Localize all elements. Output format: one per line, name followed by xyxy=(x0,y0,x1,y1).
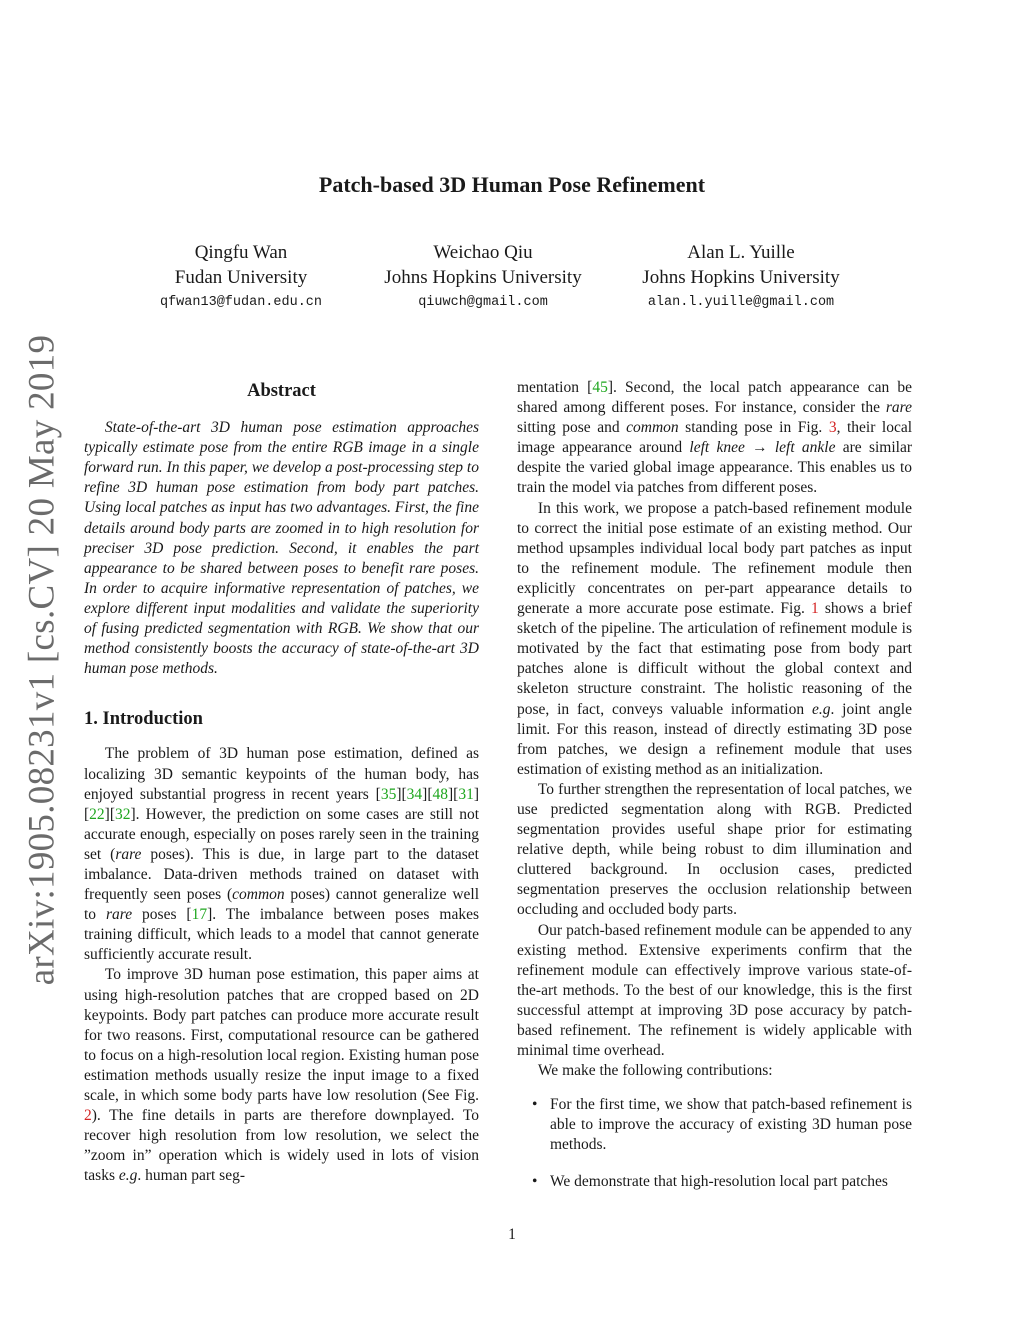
intro-paragraph-6: Our patch-based refinement module can be appended to any existing method. Extensive experiments confirm that the refinement module can effectively improve various state-of-the-art methods. To the best of our knowledge, this is the first successful attempt at improving 3D pose accuracy by patch-based refinement. The refinement is widely applicable with minimal time overhead. xyxy=(517,921,912,1060)
abstract-heading: Abstract xyxy=(247,381,316,401)
page-number: 1 xyxy=(508,1226,516,1243)
intro-paragraph-1: The problem of 3D human pose estimation, defined as localizing 3D semantic keypoints of the human body, has enjoyed substantial progress in recent years [35][34][48][31][22][32]. However, the prediction on some cases are still not accurate enough, especially on poses rarely seen in the training set (rare poses). This is due, in large part to the dataset imbalance. Data-driven methods trained on dataset with frequently seen poses (common poses) cannot generalize well to rare poses [17]. The imbalance between poses makes training difficult, which leads to a model that cannot generate sufficiently accurate result. xyxy=(84,745,480,964)
author-affiliation: Fudan University xyxy=(174,267,308,288)
author-affiliation: Johns Hopkins University xyxy=(642,267,840,288)
author-email: qfwan13@fudan.edu.cn xyxy=(159,295,323,310)
citation-link[interactable]: 48 xyxy=(432,785,448,803)
author-email: qiuwch@gmail.com xyxy=(418,295,548,310)
author-name: Alan L. Yuille xyxy=(687,242,795,263)
author-block xyxy=(642,240,839,310)
author-block xyxy=(384,240,581,310)
author-name: Qingfu Wan xyxy=(194,242,288,263)
list-item: • For the first time, we show that patch-based refinement is able to improve the accuracy of existing 3D human pose methods. xyxy=(532,1096,912,1154)
citation-link[interactable]: 35 xyxy=(380,785,397,803)
arxiv-identifier: arXiv:1905.08231v1 [cs.CV] 20 May 2019 xyxy=(21,334,63,986)
left-column xyxy=(84,378,479,1186)
author-block xyxy=(160,240,322,310)
intro-paragraph-7: We make the following contributions: xyxy=(537,1062,773,1080)
list-item: • We demonstrate that high-resolution local part patches xyxy=(517,1172,912,1192)
paper-title: Patch-based 3D Human Pose Refinement xyxy=(318,172,706,197)
bullet-icon: • xyxy=(532,1096,538,1114)
intro-paragraph-2: To improve 3D human pose estimation, this paper aims at using high-resolution patches that are cropped based on 2D keypoints. Body part patches can produce more accurate result for two reasons. First, computational resource can be gathered to focus on a high-resolution local region. Existing human pose estimation methods usually resize the input image to a fixed scale, in which some body parts have low resolution (See Fig. 2). The fine details in parts are therefore downplayed. To recover high resolution from low resolution, we select the ”zoom in” operation which is widely used in lots of vision tasks e.g. human part seg- xyxy=(84,966,479,1185)
intro-paragraph-5: To further strengthen the representation of local patches, we use predicted segmentation along with RGB. Predicted segmentation provides useful shape prior for estimating relative depth, while being robust to dim illumination and cluttered background. In occlusion cases, predicted segmentation preserves the occlusion relationship between occluding and occluded body parts. xyxy=(517,780,912,919)
author-affiliation: Johns Hopkins University xyxy=(384,267,582,288)
citation-link[interactable]: 45 xyxy=(592,379,608,396)
figure-link[interactable]: 1 xyxy=(811,600,819,618)
right-column xyxy=(517,378,912,1208)
citation-link[interactable]: 32 xyxy=(115,805,131,823)
abstract-text: State-of-the-art 3D human pose estimation approaches typically estimate pose from the entire RGB image in a single forward run. In this paper, we develop a post-processing step to refine 3D human pose estimation from body part patches. Using local patches as input has two advantages. First, the fine details around body parts are zoomed in to high resolution for preciser 3D pose prediction. Second, it enables the part appearance to be shared between poses to benefit rare poses. In order to acquire informative representation of patches, we explore different input modalities and validate the superiority of fusing predicted segmentation with RGB. We show that our method consistently boosts the accuracy of state-of-the-art 3D human pose methods. xyxy=(84,419,479,678)
figure-link[interactable]: 2 xyxy=(84,1107,92,1125)
figure-link[interactable]: 3 xyxy=(828,419,837,437)
contributions-list xyxy=(517,1095,912,1191)
citation-link[interactable]: 17 xyxy=(191,906,208,924)
bullet-icon: • xyxy=(532,1172,538,1190)
citation-link[interactable]: 31 xyxy=(458,785,474,803)
intro-paragraph-4: In this work, we propose a patch-based refinement module to correct the initial pose estimate of an existing method. Our method upsamples individual local body part patches as input to the refinement module. The refinement module then explicitly concentrates on per-part appearance details to generate a more accurate pose estimate. Fig. 1 shows a brief sketch of the pipeline. The articulation of refinement module is motivated by the fact that estimating pose from body part patches alone is difficult without the global context and skeleton structure constraint. The holistic reasoning of the pose, in fact, conveys valuable information e.g. joint angle limit. For this reason, instead of directly estimating 3D pose from patches, we design a refinement module that uses estimation of existing method as an initialization. xyxy=(517,499,912,778)
intro-paragraph-3: mentation [45]. Second, the local patch appearance can be shared among different poses. For instance, consider the rare sitting pose and common standing pose in Fig. 3, their local image appearance around left knee → left ankle are similar despite the varied global image appearance. This enables us to train the model via patches from different poses. xyxy=(517,379,913,497)
citation-link[interactable]: 34 xyxy=(406,785,423,803)
citation-link[interactable]: 22 xyxy=(89,805,105,823)
section-heading-introduction: 1. Introduction xyxy=(84,709,203,730)
citation-group: [35][34][48][31][22][32] xyxy=(84,785,479,823)
author-email: alan.l.yuille@gmail.com xyxy=(647,295,835,310)
author-name: Weichao Qiu xyxy=(433,242,533,263)
